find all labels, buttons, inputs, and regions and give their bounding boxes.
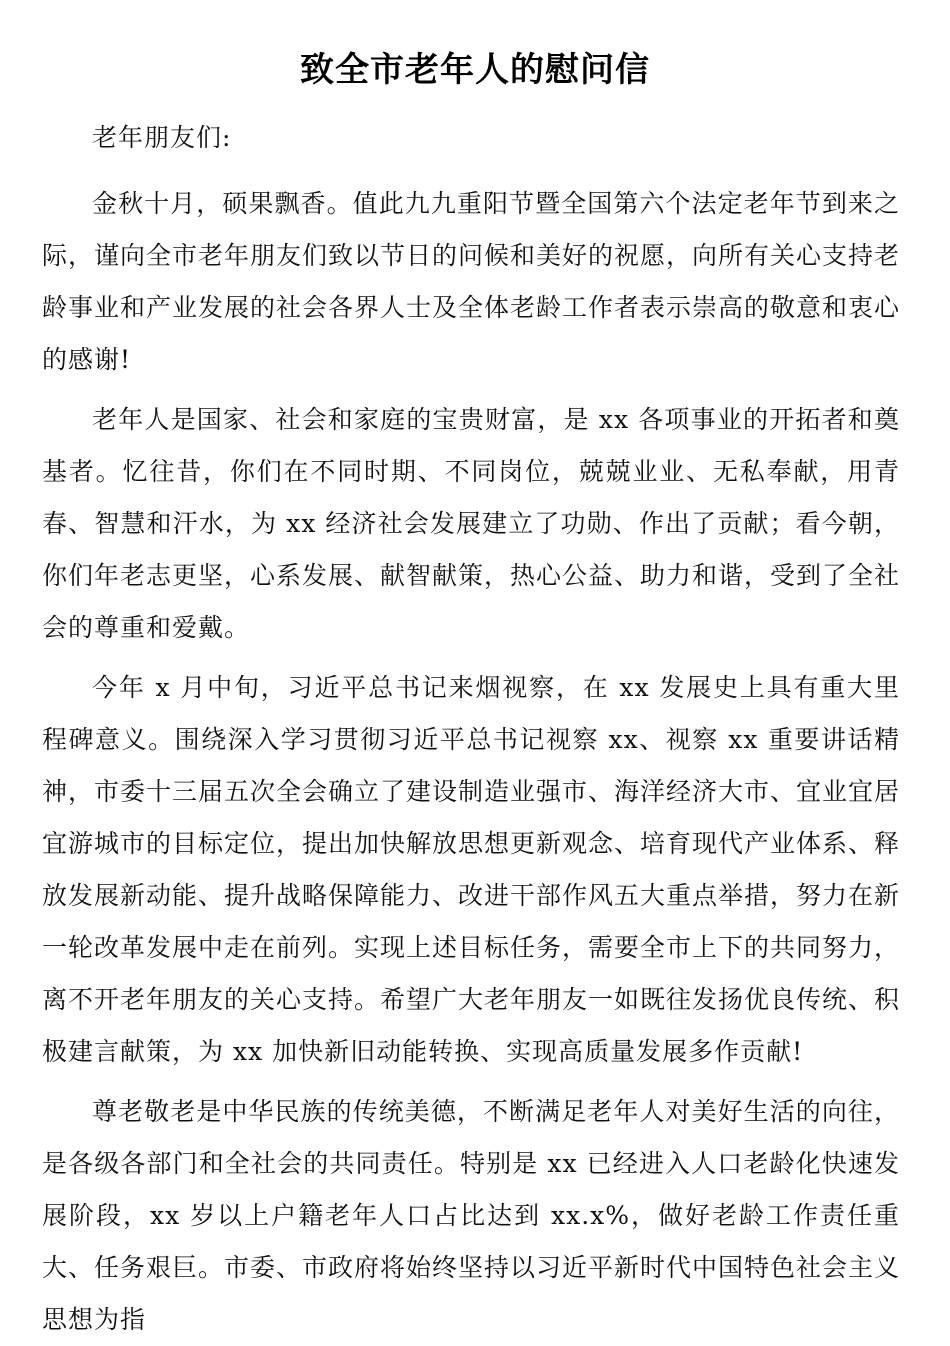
- salutation: 老年朋友们:: [92, 123, 232, 152]
- letter-body: [42, 112, 900, 1346]
- paragraph-3: 今年 x 月中旬，习近平总书记来烟视察，在 xx 发展史上具有重大里程碑意义。围绕深入学习贯彻习近平总书记视察 xx、视察 xx 重要讲话精神，市委十三届五次全会确立了建设制造业强市、海洋经济大市、宜业宜居宜游城市的目标定位，提出加快解放思想更新观念、培育现代产业体系、释放发展新动能、提升战略保障能力、改进干部作风五大重点举措，努力在新一轮改革发展中走在前列。实现上述目标任务，需要全市上下的共同努力，离不开老年朋友的关心支持。希望广大老年朋友一如既往发扬优良传统、积极建言献策，为 xx 加快新旧动能转换、实现高质量发展多作贡献!: [42, 673, 901, 1066]
- paragraph-2: 老年人是国家、社会和家庭的宝贵财富，是 xx 各项事业的开拓者和奠基者。忆往昔，你们在不同时期、不同岗位，兢兢业业、无私奉献，用青春、智慧和汗水，为 xx 经济社会发展建立了功勋、作出了贡献；看今朝，你们年老志更坚，心系发展、献智献策，热心公益、助力和谐，受到了全社会的尊重和爱戴。: [42, 405, 901, 642]
- paragraph-1: 金秋十月，硕果飘香。值此九九重阳节暨全国第六个法定老年节到来之际，谨向全市老年朋友们致以节日的问候和美好的祝愿，向所有关心支持老龄事业和产业发展的社会各界人士及全体老龄工作者表示崇高的敬意和衷心的感谢!: [42, 189, 901, 374]
- paragraph-4: 尊老敬老是中华民族的传统美德，不断满足老年人对美好生活的向往，是各级各部门和全社会的共同责任。特别是 xx 已经进入人口老龄化快速发展阶段，xx 岁以上户籍老年人口占比达到 xx.x%，做好老龄工作责任重大、任务艰巨。市委、市政府将始终坚持以习近平新时代中国特色社会主义思想为指: [42, 1097, 901, 1334]
- document-title: 致全市老年人的慰问信: [300, 50, 650, 90]
